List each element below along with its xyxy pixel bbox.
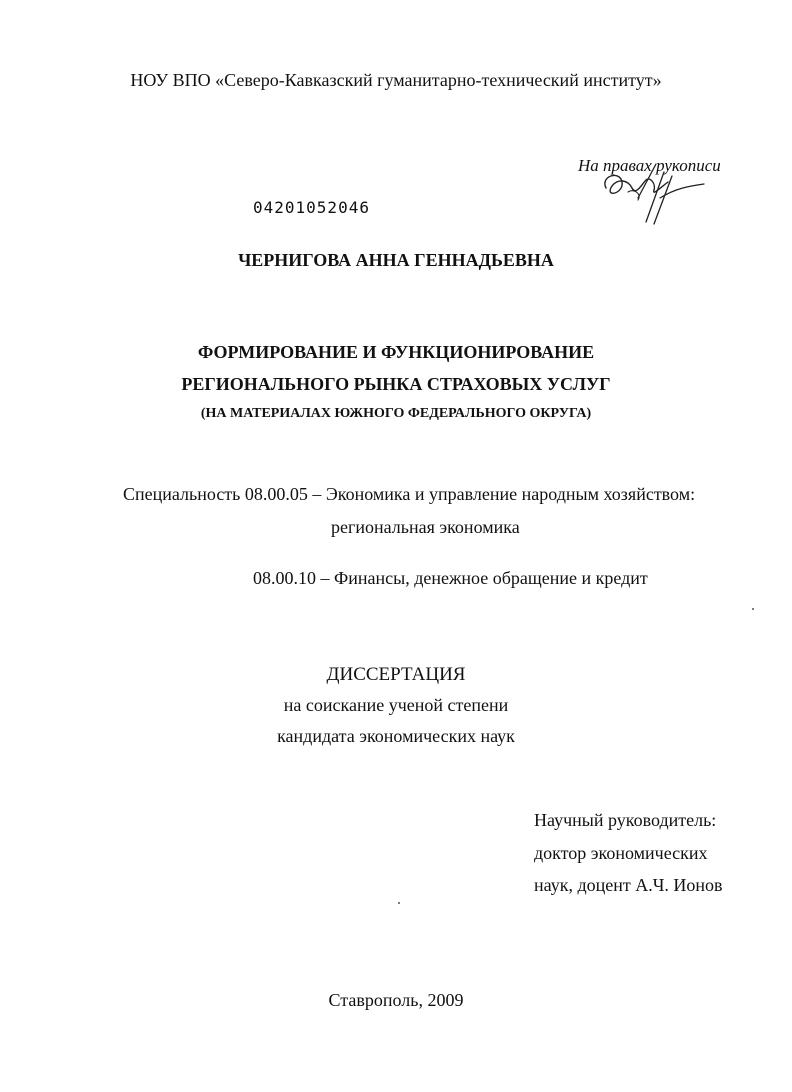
degree-line-2: кандидата экономических наук	[277, 726, 515, 746]
specialty-line-3: 08.00.10 – Финансы, денежное обращение и кредит	[253, 568, 648, 588]
title-line-1: ФОРМИРОВАНИЕ И ФУНКЦИОНИРОВАНИЕ	[197, 342, 595, 362]
supervisor-title: доктор экономических	[534, 843, 708, 863]
scan-speck	[752, 608, 754, 610]
document-type: ДИССЕРТАЦИЯ	[326, 664, 466, 685]
institution-name: НОУ ВПО «Северо-Кавказский гуманитарно-технический институт»	[130, 70, 662, 90]
supervisor-name: наук, доцент А.Ч. Ионов	[534, 875, 723, 895]
degree-line-1: на соискание ученой степени	[283, 695, 509, 715]
author-name: ЧЕРНИГОВА АННА ГЕННАДЬЕВНА	[238, 250, 554, 270]
signature-icon	[598, 158, 708, 238]
specialty-line-2: региональная экономика	[331, 517, 520, 537]
title-line-2: РЕГИОНАЛЬНОГО РЫНКА СТРАХОВЫХ УСЛУГ	[181, 374, 611, 394]
scan-speck	[398, 902, 400, 904]
specialty-line-1: Специальность 08.00.05 – Экономика и управление народным хозяйством:	[123, 484, 696, 504]
manuscript-note: На правах рукописи	[578, 156, 721, 175]
supervisor-label: Научный руководитель:	[534, 810, 717, 830]
title-subtitle: (НА МАТЕРИАЛАХ ЮЖНОГО ФЕДЕРАЛЬНОГО ОКРУГА)	[200, 406, 592, 421]
city-year: Ставрополь, 2009	[328, 990, 464, 1010]
registration-number: 04201052046	[253, 198, 370, 217]
